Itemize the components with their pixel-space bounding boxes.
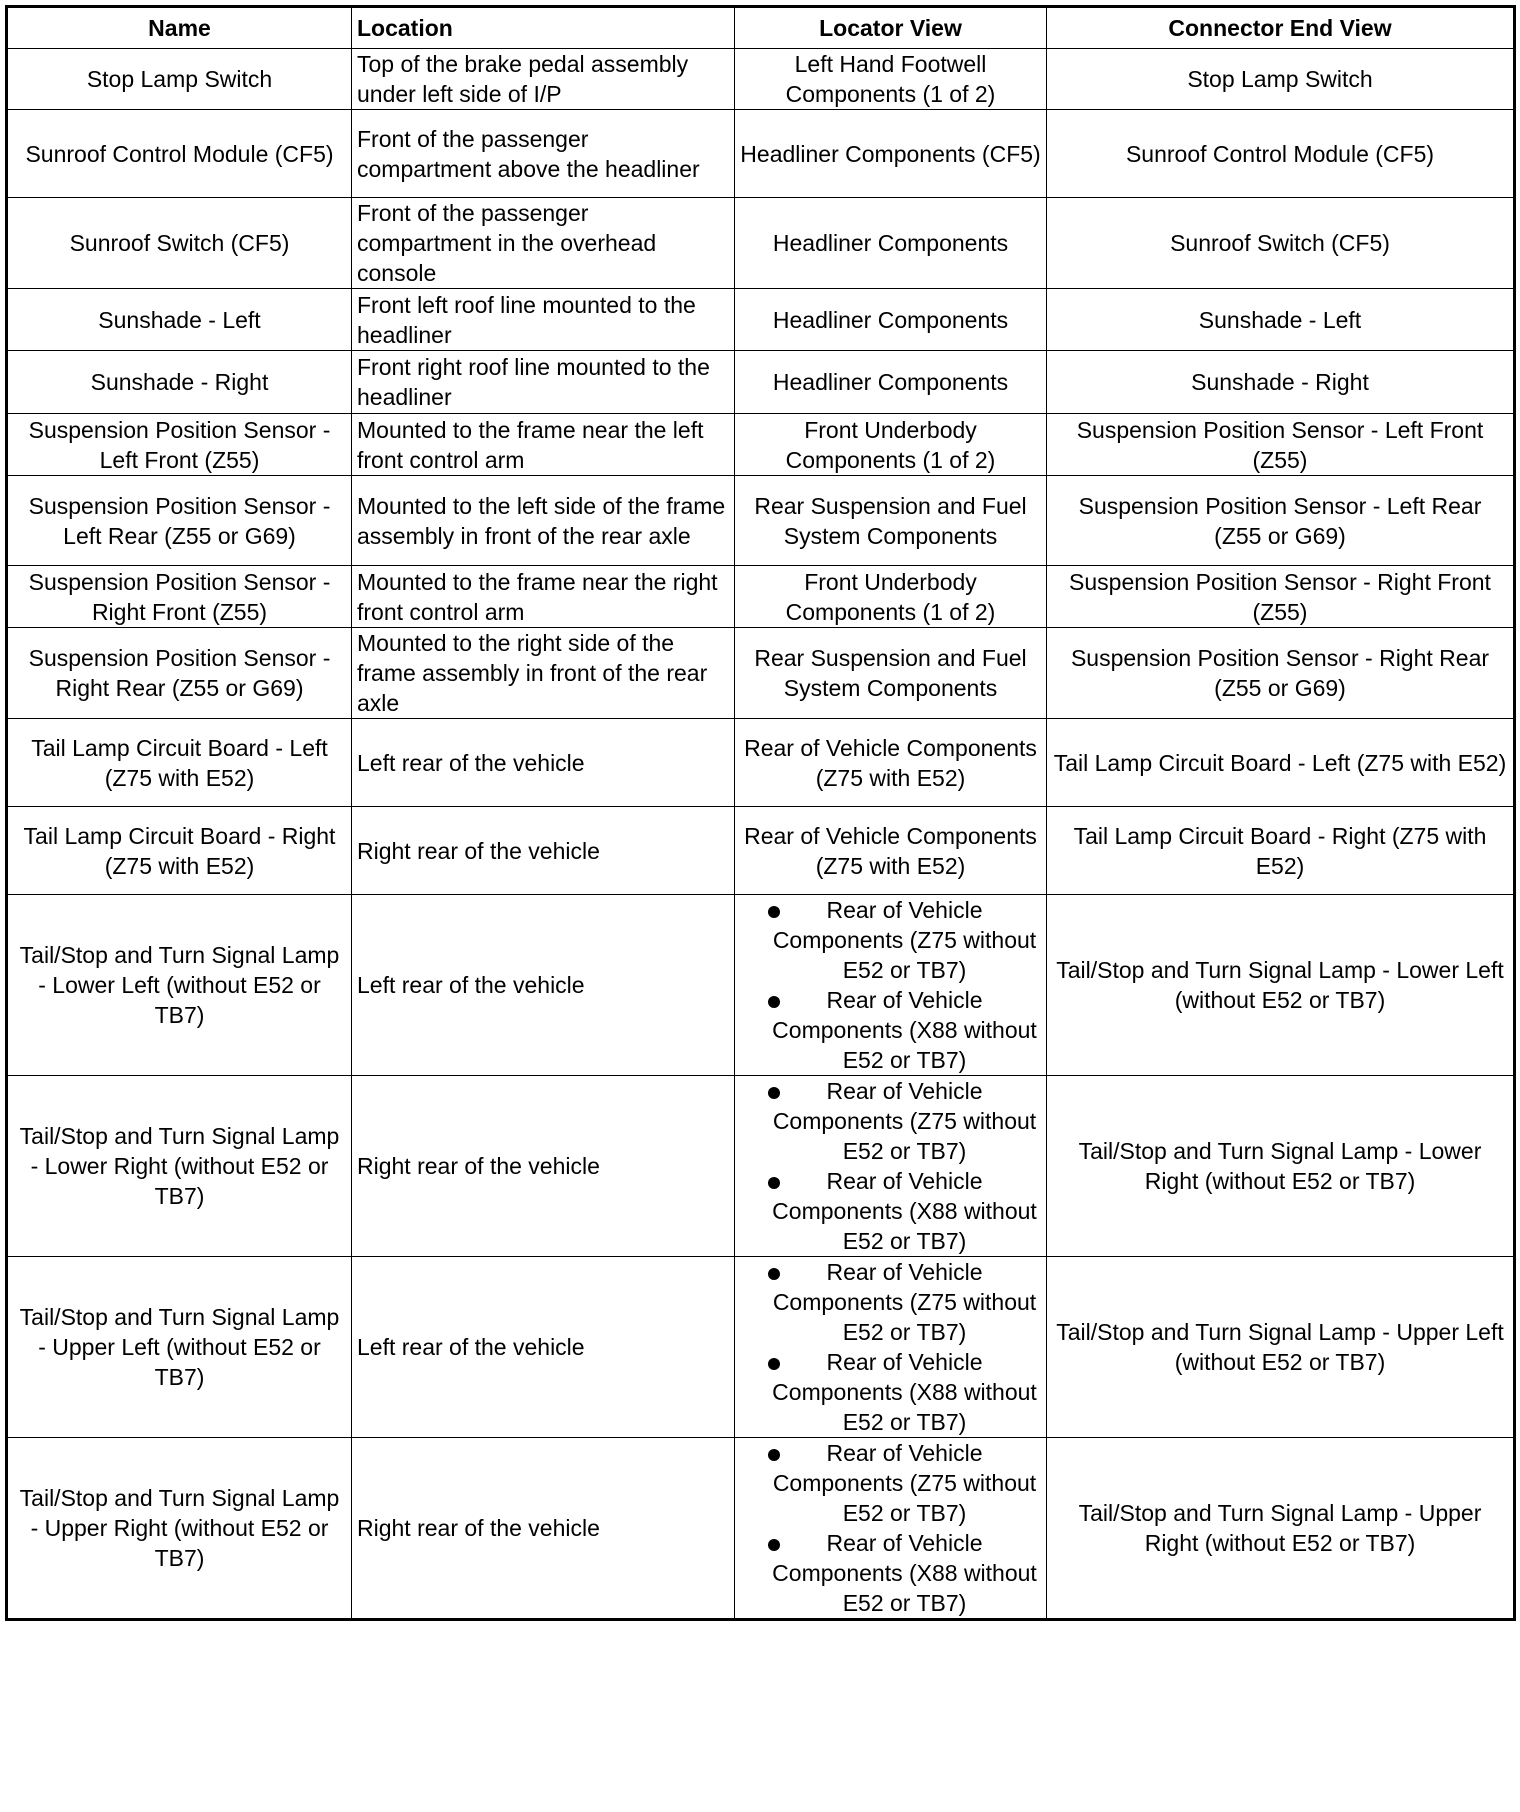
location-cell: Right rear of the vehicle [352,807,735,895]
locator-view-text: Rear of Vehicle Components (X88 without E52 or TB7) [772,1168,1037,1254]
component-name-cell: Suspension Position Sensor - Right Front (Z55) [7,566,352,628]
table-row [7,719,1515,807]
component-name-cell: Sunshade - Left [7,289,352,351]
bullet-icon [768,1449,780,1461]
locator-view-list-item [768,1076,1041,1166]
locator-view-cell: Rear Suspension and Fuel System Components [735,476,1047,566]
locator-view-list [740,1076,1041,1256]
locator-view-text: Rear of Vehicle Components (X88 without E52 or TB7) [772,1530,1037,1616]
location-cell: Front left roof line mounted to the headliner [352,289,735,351]
column-header-locator-view: Locator View [735,7,1047,49]
component-name-cell: Suspension Position Sensor - Right Rear (Z55 or G69) [7,628,352,719]
locator-view-text: Rear of Vehicle Components (X88 without E52 or TB7) [772,987,1037,1073]
locator-view-list-item [768,895,1041,985]
component-name-cell: Tail/Stop and Turn Signal Lamp - Lower Left (without E52 or TB7) [7,895,352,1076]
locator-view-cell [735,1438,1047,1620]
column-header-name: Name [7,7,352,49]
bullet-icon [768,906,780,918]
table-row [7,807,1515,895]
location-cell: Top of the brake pedal assembly under left side of I/P [352,49,735,110]
header-row [7,7,1515,49]
table-row [7,566,1515,628]
component-name-cell: Sunshade - Right [7,351,352,414]
bullet-icon [768,1087,780,1099]
locator-view-text: Rear of Vehicle Components (Z75 without E52 or TB7) [772,1078,1037,1164]
table-row [7,895,1515,1076]
locator-view-text: Rear of Vehicle Components (Z75 without E52 or TB7) [772,1440,1037,1526]
component-name-cell: Tail/Stop and Turn Signal Lamp - Upper Right (without E52 or TB7) [7,1438,352,1620]
table-row [7,414,1515,476]
connector-end-view-cell: Tail Lamp Circuit Board - Left (Z75 with E52) [1047,719,1515,807]
bullet-icon [768,1177,780,1189]
location-cell: Mounted to the frame near the left front control arm [352,414,735,476]
locator-view-list [740,895,1041,1075]
locator-view-list-item [768,1528,1041,1618]
location-cell: Right rear of the vehicle [352,1076,735,1257]
location-cell: Mounted to the frame near the right front control arm [352,566,735,628]
component-name-cell: Suspension Position Sensor - Left Front (Z55) [7,414,352,476]
table-row [7,1257,1515,1438]
locator-view-cell: Headliner Components [735,289,1047,351]
location-cell: Mounted to the right side of the frame assembly in front of the rear axle [352,628,735,719]
locator-view-cell: Rear of Vehicle Components (Z75 with E52) [735,719,1047,807]
table-row [7,628,1515,719]
table-row [7,289,1515,351]
bullet-icon [768,1268,780,1280]
location-cell: Mounted to the left side of the frame assembly in front of the rear axle [352,476,735,566]
bullet-icon [768,996,780,1008]
table-header [7,7,1515,49]
table-row [7,49,1515,110]
locator-view-cell [735,1257,1047,1438]
locator-view-cell: Left Hand Footwell Components (1 of 2) [735,49,1047,110]
locator-view-list-item [768,1347,1041,1437]
locator-view-list-item [768,1166,1041,1256]
location-cell: Left rear of the vehicle [352,1257,735,1438]
connector-end-view-cell: Sunroof Switch (CF5) [1047,198,1515,289]
connector-end-view-cell: Suspension Position Sensor - Left Front (Z55) [1047,414,1515,476]
component-name-cell: Tail/Stop and Turn Signal Lamp - Lower Right (without E52 or TB7) [7,1076,352,1257]
connector-end-view-cell: Tail/Stop and Turn Signal Lamp - Lower Left (without E52 or TB7) [1047,895,1515,1076]
connector-end-view-cell: Suspension Position Sensor - Right Front (Z55) [1047,566,1515,628]
column-header-connector-end-view: Connector End View [1047,7,1515,49]
connector-end-view-cell: Tail/Stop and Turn Signal Lamp - Upper Left (without E52 or TB7) [1047,1257,1515,1438]
locator-view-cell: Headliner Components [735,351,1047,414]
connector-end-view-cell: Sunshade - Right [1047,351,1515,414]
locator-view-cell [735,1076,1047,1257]
connector-end-view-cell: Suspension Position Sensor - Left Rear (Z55 or G69) [1047,476,1515,566]
component-name-cell: Tail/Stop and Turn Signal Lamp - Upper Left (without E52 or TB7) [7,1257,352,1438]
table-row [7,1076,1515,1257]
connector-end-view-cell: Stop Lamp Switch [1047,49,1515,110]
component-name-cell: Stop Lamp Switch [7,49,352,110]
component-locator-table-wrapper [5,5,1516,1621]
locator-view-cell: Rear of Vehicle Components (Z75 with E52) [735,807,1047,895]
bullet-icon [768,1358,780,1370]
table-row [7,476,1515,566]
locator-view-list-item [768,1257,1041,1347]
table-row [7,198,1515,289]
locator-view-cell [735,895,1047,1076]
connector-end-view-cell: Suspension Position Sensor - Right Rear (Z55 or G69) [1047,628,1515,719]
component-locator-table [5,5,1516,1621]
connector-end-view-cell: Tail/Stop and Turn Signal Lamp - Upper Right (without E52 or TB7) [1047,1438,1515,1620]
locator-view-list [740,1257,1041,1437]
locator-view-list [740,1438,1041,1618]
location-cell: Front right roof line mounted to the headliner [352,351,735,414]
locator-view-text: Rear of Vehicle Components (Z75 without E52 or TB7) [772,897,1037,983]
bullet-icon [768,1539,780,1551]
table-row [7,110,1515,198]
location-cell: Left rear of the vehicle [352,719,735,807]
component-name-cell: Sunroof Switch (CF5) [7,198,352,289]
component-name-cell: Suspension Position Sensor - Left Rear (Z55 or G69) [7,476,352,566]
locator-view-list-item [768,985,1041,1075]
location-cell: Right rear of the vehicle [352,1438,735,1620]
locator-view-cell: Rear Suspension and Fuel System Components [735,628,1047,719]
locator-view-cell: Headliner Components [735,198,1047,289]
connector-end-view-cell: Sunshade - Left [1047,289,1515,351]
locator-view-text: Rear of Vehicle Components (Z75 without E52 or TB7) [772,1259,1037,1345]
column-header-location: Location [352,7,735,49]
location-cell: Front of the passenger compartment above the headliner [352,110,735,198]
table-row [7,351,1515,414]
location-cell: Left rear of the vehicle [352,895,735,1076]
locator-view-text: Rear of Vehicle Components (X88 without E52 or TB7) [772,1349,1037,1435]
component-name-cell: Sunroof Control Module (CF5) [7,110,352,198]
table-row [7,1438,1515,1620]
connector-end-view-cell: Tail Lamp Circuit Board - Right (Z75 with E52) [1047,807,1515,895]
location-cell: Front of the passenger compartment in the overhead console [352,198,735,289]
locator-view-cell: Front Underbody Components (1 of 2) [735,414,1047,476]
connector-end-view-cell: Tail/Stop and Turn Signal Lamp - Lower Right (without E52 or TB7) [1047,1076,1515,1257]
table-body [7,49,1515,1620]
connector-end-view-cell: Sunroof Control Module (CF5) [1047,110,1515,198]
locator-view-cell: Front Underbody Components (1 of 2) [735,566,1047,628]
locator-view-list-item [768,1438,1041,1528]
locator-view-cell: Headliner Components (CF5) [735,110,1047,198]
component-name-cell: Tail Lamp Circuit Board - Right (Z75 with E52) [7,807,352,895]
component-name-cell: Tail Lamp Circuit Board - Left (Z75 with E52) [7,719,352,807]
